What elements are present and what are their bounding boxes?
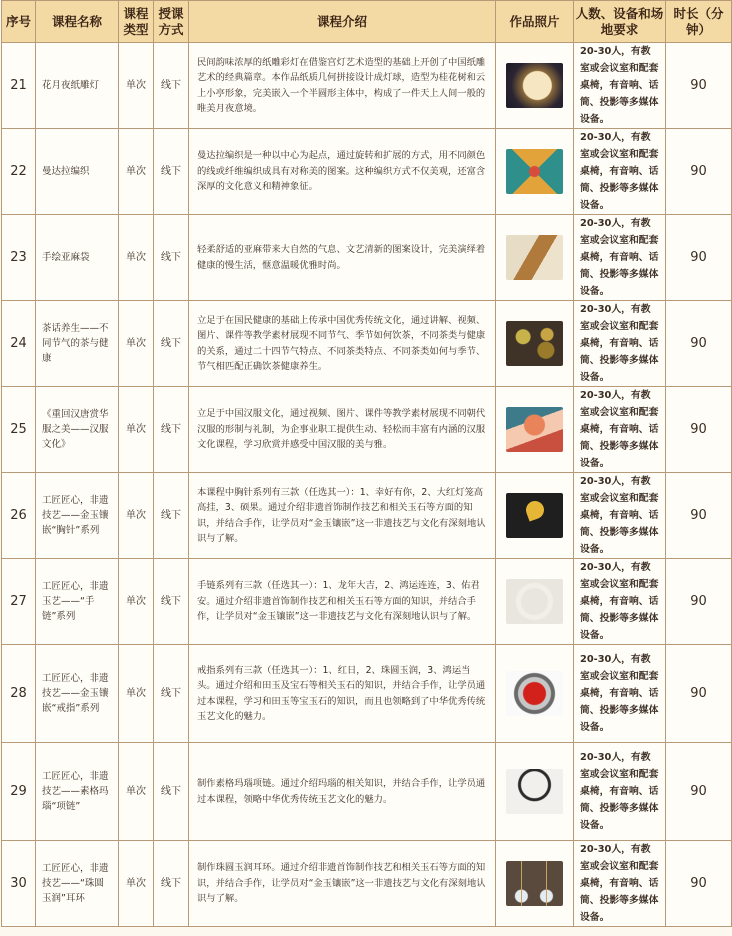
row-num: 23	[2, 215, 36, 301]
header-mode: 授课方式	[154, 1, 189, 43]
teaching-mode: 线下	[154, 301, 189, 387]
row-num: 25	[2, 387, 36, 473]
duration: 90	[666, 743, 732, 841]
header-dur: 时长（分钟）	[666, 1, 732, 43]
duration: 90	[666, 645, 732, 743]
duration: 90	[666, 215, 732, 301]
photo-cell	[496, 743, 574, 841]
photo-cell	[496, 559, 574, 645]
course-description: 曼达拉编织是一种以中心为起点，通过旋转和扩展的方式，用不同颜色的线或纤维编织成具有对称美的图案。这种编织方式不仅美观，还富含深厚的文化意义和精神象征。	[189, 129, 496, 215]
photo-cell	[496, 645, 574, 743]
teaching-mode: 线下	[154, 559, 189, 645]
course-type: 单次	[119, 645, 154, 743]
table-row	[2, 43, 732, 129]
course-description: 手链系列有三款（任选其一）：1、龙年大吉，2、鸿运连连，3、佑君安。通过介绍非遗首饰制作技艺和相关玉石等方面的知识，并结合手作，让学员对“金玉镶嵌”这一非遗技艺与文化有深刻地认识与了解。	[189, 559, 496, 645]
requirements: 20-30人，有教室或会议室和配套桌椅，有音响、话筒、投影等多媒体设备。	[574, 743, 666, 841]
ring-photo	[506, 671, 563, 716]
course-type: 单次	[119, 387, 154, 473]
teaching-mode: 线下	[154, 215, 189, 301]
row-num: 27	[2, 559, 36, 645]
requirements: 20-30人，有教室或会议室和配套桌椅，有音响、话筒、投影等多媒体设备。	[574, 387, 666, 473]
table-row	[2, 301, 732, 387]
teaching-mode: 线下	[154, 129, 189, 215]
header-name: 课程名称	[36, 1, 119, 43]
teaching-mode: 线下	[154, 841, 189, 927]
duration: 90	[666, 473, 732, 559]
requirements: 20-30人，有教室或会议室和配套桌椅，有音响、话筒、投影等多媒体设备。	[574, 645, 666, 743]
requirements: 20-30人，有教室或会议室和配套桌椅，有音响、话筒、投影等多媒体设备。	[574, 215, 666, 301]
tea-photo	[506, 321, 563, 366]
row-num: 24	[2, 301, 36, 387]
duration: 90	[666, 387, 732, 473]
row-num: 22	[2, 129, 36, 215]
course-type: 单次	[119, 473, 154, 559]
hanfu-photo	[506, 407, 563, 452]
duration: 90	[666, 301, 732, 387]
course-description: 戒指系列有三款（任选其一）：1、红日，2、珠圆玉润，3、鸿运当头。通过介绍和田玉及宝石等相关玉石的知识，并结合手作，让学员通过本课程，学习和田玉等宝玉石的知识，而且也领略到了中华优秀传统玉艺文化的魅力。	[189, 645, 496, 743]
teaching-mode: 线下	[154, 645, 189, 743]
course-type: 单次	[119, 301, 154, 387]
course-name: 工匠匠心，非遗技艺——金玉镶嵌“胸针”系列	[36, 473, 119, 559]
header-photo: 作品照片	[496, 1, 574, 43]
course-type: 单次	[119, 841, 154, 927]
earring-photo	[506, 861, 563, 906]
header-type: 课程类型	[119, 1, 154, 43]
course-type: 单次	[119, 43, 154, 129]
teaching-mode: 线下	[154, 473, 189, 559]
requirements: 20-30人，有教室或会议室和配套桌椅，有音响、话筒、投影等多媒体设备。	[574, 301, 666, 387]
course-name: 花月夜纸雕灯	[36, 43, 119, 129]
requirements: 20-30人，有教室或会议室和配套桌椅，有音响、话筒、投影等多媒体设备。	[574, 43, 666, 129]
photo-cell	[496, 129, 574, 215]
photo-cell	[496, 301, 574, 387]
necklace-photo	[506, 769, 563, 814]
course-name: 曼达拉编织	[36, 129, 119, 215]
photo-cell	[496, 387, 574, 473]
course-table	[1, 0, 732, 927]
header-req: 人数、设备和场地要求	[574, 1, 666, 43]
requirements: 20-30人，有教室或会议室和配套桌椅，有音响、话筒、投影等多媒体设备。	[574, 559, 666, 645]
table-row	[2, 129, 732, 215]
requirements: 20-30人，有教室或会议室和配套桌椅，有音响、话筒、投影等多媒体设备。	[574, 129, 666, 215]
course-type: 单次	[119, 743, 154, 841]
course-name: 工匠匠心，非遗技艺——金玉镶嵌“戒指”系列	[36, 645, 119, 743]
course-description: 轻柔舒适的亚麻带来大自然的气息、文艺清新的图案设计，完美演绎着健康的慢生活，惬意温暖优雅时尚。	[189, 215, 496, 301]
table-row	[2, 841, 732, 927]
course-description: 立足于在国民健康的基础上传承中国优秀传统文化，通过讲解、视频、图片、课件等教学素材展现不同节气、季节如何饮茶，不同茶类与健康的关系，通过二十四节气特点、不同茶类特点、不同茶类如何与季节、节气相匹配正确饮茶健康养生。	[189, 301, 496, 387]
brooch-photo	[506, 493, 563, 538]
lantern-photo	[506, 63, 563, 108]
course-type: 单次	[119, 129, 154, 215]
photo-cell	[496, 473, 574, 559]
header-num: 序号	[2, 1, 36, 43]
teaching-mode: 线下	[154, 387, 189, 473]
table-row	[2, 743, 732, 841]
duration: 90	[666, 559, 732, 645]
table-row	[2, 473, 732, 559]
course-name: 工匠匠心，非遗玉艺——“手链”系列	[36, 559, 119, 645]
table-row	[2, 559, 732, 645]
bracelet-photo	[506, 579, 563, 624]
course-type: 单次	[119, 559, 154, 645]
course-description: 本课程中胸针系列有三款（任选其一）：1、幸好有你，2、大红灯笼高高挂，3、硕果。通过介绍非遗首饰制作技艺和相关玉石等方面的知识，并结合手作，让学员对“金玉镶嵌”这一非遗技艺与文化有深刻地认识与了解。	[189, 473, 496, 559]
linen-bag-photo	[506, 235, 563, 280]
course-name: 工匠匠心，非遗技艺——“珠圆玉润”耳环	[36, 841, 119, 927]
course-name: 手绘亚麻袋	[36, 215, 119, 301]
requirements: 20-30人，有教室或会议室和配套桌椅，有音响、话筒、投影等多媒体设备。	[574, 473, 666, 559]
course-description: 立足于中国汉服文化，通过视频、图片、课件等教学素材展现不同朝代汉服的形制与礼制，为企事业职工提供生动、轻松而丰富有内涵的汉服文化课程，学习欣赏并感受中国汉服的美与雅。	[189, 387, 496, 473]
teaching-mode: 线下	[154, 43, 189, 129]
table-row	[2, 645, 732, 743]
course-name: 工匠匠心，非遗技艺——素格玛瑙“项链”	[36, 743, 119, 841]
course-type: 单次	[119, 215, 154, 301]
course-name: 茶话养生——不同节气的茶与健康	[36, 301, 119, 387]
table-row	[2, 387, 732, 473]
duration: 90	[666, 43, 732, 129]
row-num: 29	[2, 743, 36, 841]
course-description: 制作素格玛瑙项链。通过介绍玛瑙的相关知识，并结合手作，让学员通过本课程，领略中华优秀传统玉艺文化的魅力。	[189, 743, 496, 841]
photo-cell	[496, 215, 574, 301]
row-num: 26	[2, 473, 36, 559]
row-num: 28	[2, 645, 36, 743]
photo-cell	[496, 841, 574, 927]
course-description: 民间韵味浓厚的纸雕彩灯在借鉴宫灯艺术造型的基础上开创了中国纸雕艺术的经典篇章。本作品纸质几何拼接设计成灯球，造型为桂花树和云上小亭形象，完美嵌入一个半圆形主体中，构成了一件天上人间一般的唯美月夜意境。	[189, 43, 496, 129]
mandala-photo	[506, 149, 563, 194]
header-desc: 课程介绍	[189, 1, 496, 43]
table-row	[2, 215, 732, 301]
teaching-mode: 线下	[154, 743, 189, 841]
row-num: 21	[2, 43, 36, 129]
photo-cell	[496, 43, 574, 129]
course-name: 《重回汉唐赏华服之美——汉服文化》	[36, 387, 119, 473]
row-num: 30	[2, 841, 36, 927]
duration: 90	[666, 841, 732, 927]
requirements: 20-30人，有教室或会议室和配套桌椅，有音响、话筒、投影等多媒体设备。	[574, 841, 666, 927]
header-row	[2, 1, 732, 43]
duration: 90	[666, 129, 732, 215]
course-description: 制作珠圆玉润耳环。通过介绍非遗首饰制作技艺和相关玉石等方面的知识，并结合手作，让学员对“金玉镶嵌”这一非遗技艺与文化有深刻地认识与了解。	[189, 841, 496, 927]
